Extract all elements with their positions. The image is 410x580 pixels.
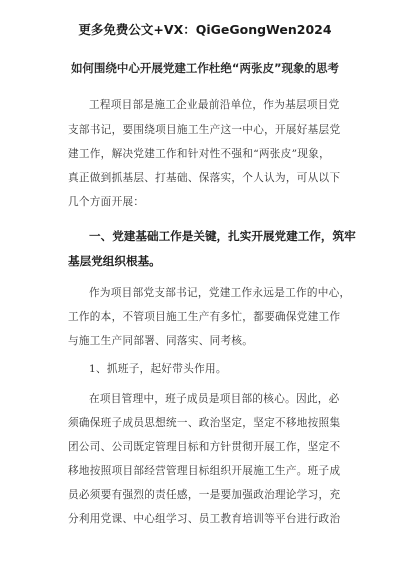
subheading: 1、抓班子，起好带头作用。 <box>89 363 227 375</box>
paragraph-line: 真正做到抓基层、打基础、保落实，个人认为，可从以下 <box>68 172 341 184</box>
paragraph-line: 与施工生产同部署、同落实、同考核。 <box>68 335 254 347</box>
paragraph-line: 作为项目部党支部书记，党建工作永远是工作的中心， <box>89 287 351 299</box>
paragraph-line: 工程项目部是施工企业最前沿单位，作为基层项目党 <box>89 99 340 111</box>
paragraph-line: 分利用党课、中心组学习、员工教育培训等平台进行政治 <box>68 513 341 525</box>
document-title: 如何围绕中心开展党建工作杜绝“两张皮”现象的思考 <box>70 61 340 75</box>
promo-header: 更多免费公文+VX：QiGeGongWen2024 <box>78 22 332 37</box>
paragraph-line: 工作的本，不管项目施工生产有多忙，都要确保党建工作 <box>68 311 341 323</box>
paragraph-line: 移地按照项目部经营管理目标组织开展施工生产。班子成 <box>68 465 341 477</box>
paragraph-line: 建工作，解决党建工作和针对性不强和“两张皮”现象， <box>68 148 330 160</box>
paragraph-line: 支部书记，要围绕项目施工生产这一中心，开展好基层党 <box>68 124 341 136</box>
paragraph-line: 几个方面开展： <box>68 196 145 208</box>
paragraph-line: 须确保班子成员思想统一、政治坚定，坚定不移地按照集 <box>68 417 341 429</box>
paragraph-line: 在项目管理中，班子成员是项目部的核心。因此，必 <box>89 393 340 405</box>
section-heading: 一、党建基础工作是关键，扎实开展党建工作，筑牢 <box>89 229 356 243</box>
section-heading: 基层党组织根基。 <box>68 254 161 268</box>
paragraph-line: 团公司、公司既定管理目标和方针贯彻开展工作，坚定不 <box>68 441 341 453</box>
paragraph-line: 员必须要有强烈的责任感，一是要加强政治理论学习，充 <box>68 489 341 501</box>
